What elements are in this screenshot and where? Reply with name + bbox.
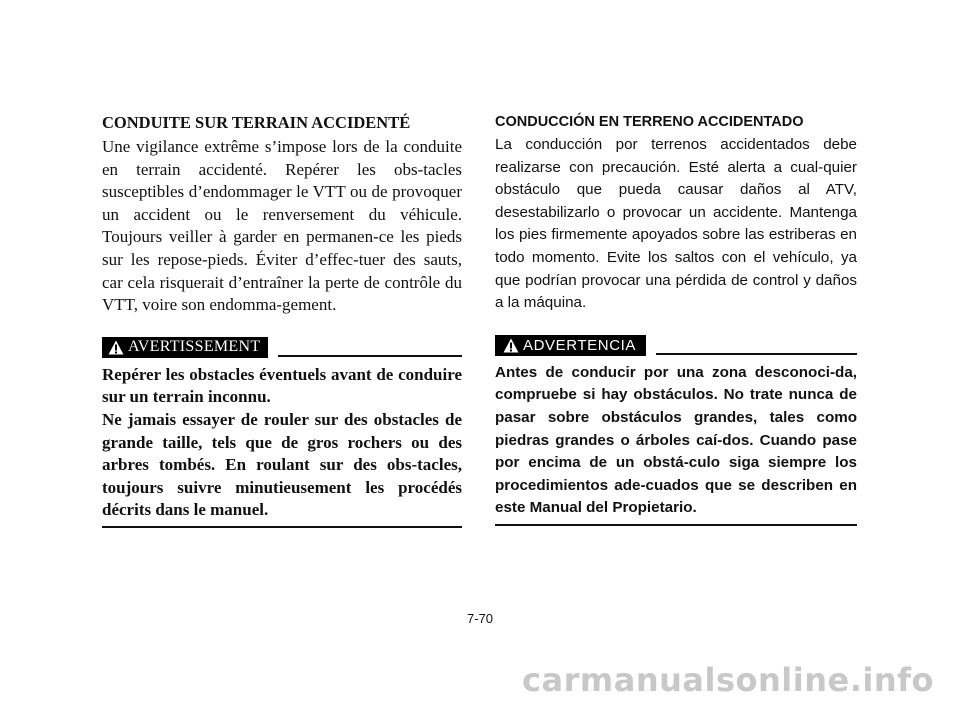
french-column — [102, 112, 462, 528]
spanish-warning-text: Antes de conducir por una zona desconoci-da, compruebe si hay obstáculos. No trate nunca de pasar sobre obstáculos grandes, tales como piedras grandes o árboles caí-dos. Cuando pase por encima de un obstá-culo siga siempre los procedimientos ade-cuados que se describen en este Manual del Propietario. — [495, 363, 857, 517]
spanish-warning-header — [495, 335, 857, 356]
warning-triangle-icon — [108, 340, 124, 355]
french-warning-text-1: Repérer les obstacles éventuels avant de conduire sur un terrain inconnu. — [102, 364, 462, 407]
french-section-heading: CONDUITE SUR TERRAIN ACCIDENTÉ — [102, 113, 411, 132]
spanish-warning-label: ADVERTENCIA — [523, 336, 637, 354]
french-warning-header — [102, 337, 462, 358]
spanish-warning-badge — [495, 335, 646, 356]
french-warning-label: AVERTISSEMENT — [128, 338, 261, 356]
page-number: 7-70 — [466, 611, 494, 626]
warning-triangle-icon — [503, 338, 519, 353]
spanish-warning-rule — [656, 353, 857, 355]
spanish-warning-end-rule — [495, 524, 857, 526]
french-warning-end-rule — [102, 526, 462, 528]
french-body-text: Une vigilance extrême s’impose lors de la conduite en terrain accidenté. Repérer les obs-tacles susceptibles d’endommager le VTT ou de provoquer un accident ou le renversement du véhicule. Toujours veiller à garder en permanen-ce les pieds sur les repose-pieds. Éviter d’effec-tuer des sauts, car cela risquerait d’entraîner la perte de contrôle du VTT, voire son endomma-gement. — [102, 137, 462, 315]
french-warning-badge — [102, 337, 268, 358]
watermark: carmanualsonline.info — [522, 661, 934, 699]
spanish-column — [495, 112, 857, 526]
french-warning-text-2: Ne jamais essayer de rouler sur des obstacles de grande taille, tels que de gros rochers ou des arbres tombés. En roulant sur des obs-tacles, toujours suivre minutieusement les procédés décrits dans le manuel. — [102, 409, 462, 520]
spanish-body-text: La conducción por terrenos accidentados debe realizarse con precaución. Esté alerta a cual-quier obstáculo que pueda causar daños al ATV, desestabilizarlo o provocar un accidente. Mantenga los pies firmemente apoyados sobre las estriberas en todo momento. Evite los saltos con el vehículo, ya que podrían provocar una pérdida de control y daños a la máquina. — [495, 136, 857, 312]
french-warning-rule — [278, 355, 462, 357]
spanish-section-heading: CONDUCCIÓN EN TERRENO ACCIDENTADO — [495, 114, 804, 130]
